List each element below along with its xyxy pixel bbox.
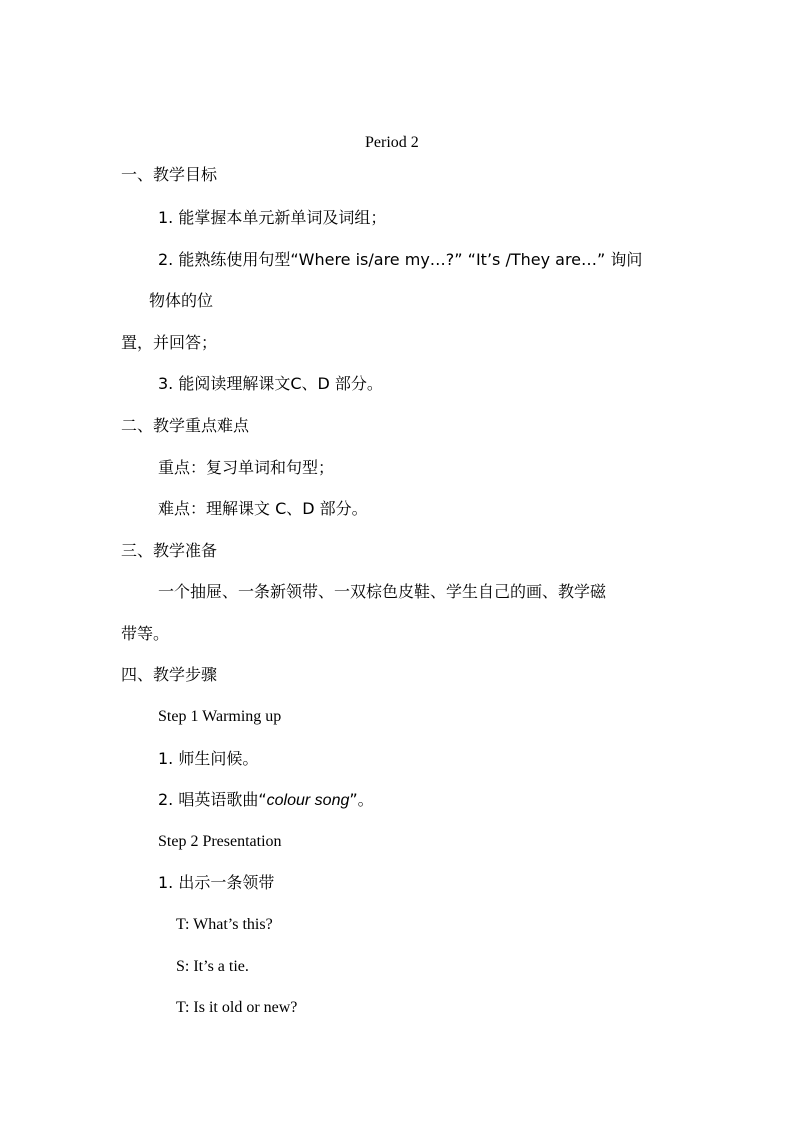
dialog-line-3: T: Is it old or new?	[176, 999, 298, 1016]
objective-item-2-line-2: 物体的位	[149, 291, 214, 310]
objective-item-1: 1. 能掌握本单元新单词及词组；	[158, 208, 387, 227]
step-1-item-2-prefix: 2. 唱英语歌曲“	[158, 790, 267, 809]
page-title: Period 2	[365, 134, 419, 151]
preparation-line-2: 带等。	[121, 624, 170, 643]
section-heading-key-points: 二、教学重点难点	[121, 416, 250, 435]
section-heading-preparation: 三、教学准备	[121, 541, 218, 560]
preparation-line-1: 一个抽屉、一条新领带、一双棕色皮鞋、学生自己的画、教学磁	[158, 582, 607, 601]
objective-item-2-line-3: 置，并回答；	[121, 333, 218, 352]
step-1-item-2-suffix: ”。	[349, 790, 374, 809]
objective-item-2-line-1: 2. 能熟练使用句型“Where is/are my…?” “It’s /They are…” 询问	[158, 250, 643, 269]
difficult-point: 难点：理解课文 C、D 部分。	[158, 499, 368, 518]
section-heading-objectives: 一、教学目标	[121, 165, 218, 184]
step-1-heading: Step 1 Warming up	[158, 708, 282, 725]
section-heading-steps: 四、教学步骤	[121, 665, 218, 684]
key-point: 重点：复习单词和句型；	[158, 458, 335, 477]
step-2-heading: Step 2 Presentation	[158, 833, 282, 850]
dialog-line-2: S: It’s a tie.	[176, 958, 249, 975]
song-title: colour song	[266, 792, 350, 809]
step-2-item-1: 1. 出示一条领带	[158, 873, 275, 892]
dialog-line-1: T: What’s this?	[176, 916, 273, 933]
objective-item-3: 3. 能阅读理解课文C、D 部分。	[158, 374, 383, 393]
step-1-item-2	[158, 790, 374, 811]
step-1-item-1: 1. 师生问候。	[158, 749, 259, 768]
